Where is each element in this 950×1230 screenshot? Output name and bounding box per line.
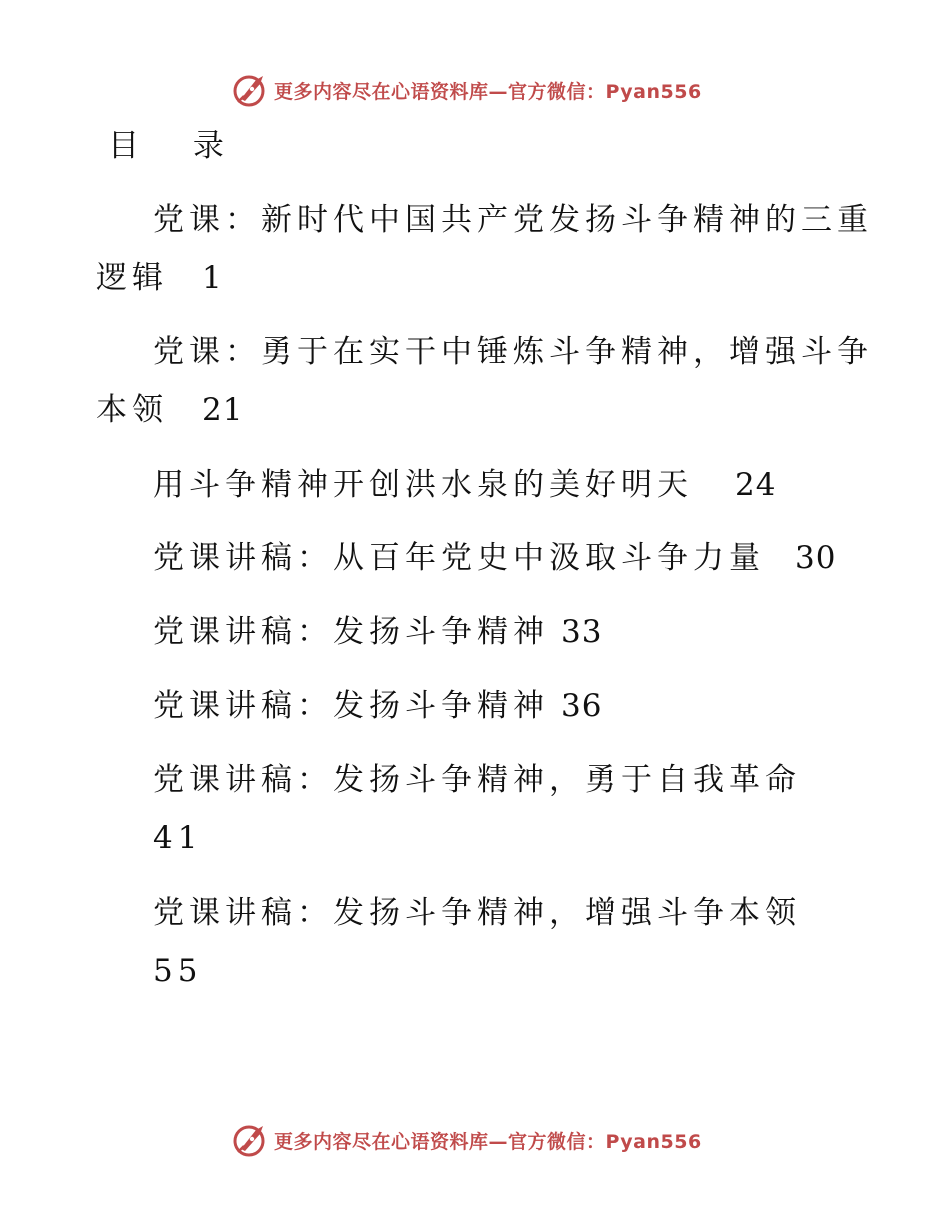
- toc-entry-3[interactable]: [153, 463, 776, 507]
- toc-entry-7-line2[interactable]: [153, 816, 202, 860]
- toc-entry-8-line2[interactable]: [153, 949, 202, 993]
- toc-entry-page-number: 36: [561, 688, 603, 724]
- footer-banner-text: 更多内容尽在心语资料库—官方微信：Pyan556: [274, 1130, 702, 1153]
- toc-entry-7-line1[interactable]: [153, 758, 801, 802]
- toc-heading: 目 录: [108, 128, 246, 164]
- toc-entry-page-number: 55: [153, 953, 203, 989]
- toc-entry-title: 党课讲稿：发扬斗争精神: [153, 688, 549, 724]
- toc-entry-8-line1[interactable]: [153, 891, 801, 935]
- toc-entry-2-line2[interactable]: [96, 388, 243, 432]
- toc-entry-title: 逻辑: [96, 260, 168, 296]
- toc-entry-page-number: 21: [202, 392, 244, 428]
- toc-entry-title: 本领: [96, 392, 168, 428]
- toc-entry-2-line1[interactable]: [153, 330, 873, 374]
- toc-entry-1-line1[interactable]: [153, 198, 873, 242]
- toc-entry-title: 党课：勇于在实干中锤炼斗争精神，增强斗争: [153, 334, 873, 370]
- pen-nib-logo-icon: [232, 1122, 268, 1158]
- toc-entry-page-number: 41: [153, 820, 203, 856]
- pen-nib-logo-icon: [232, 72, 268, 108]
- toc-entry-title: 用斗争精神开创洪水泉的美好明天: [153, 467, 693, 503]
- toc-entry-5[interactable]: [153, 610, 602, 654]
- toc-entry-title: 党课讲稿：从百年党史中汲取斗争力量: [153, 540, 765, 576]
- toc-entry-page-number: 30: [795, 540, 837, 576]
- toc-entry-1-line2[interactable]: [96, 256, 223, 300]
- toc-entry-title: 党课讲稿：发扬斗争精神，勇于自我革命: [153, 762, 801, 798]
- toc-entry-4[interactable]: [153, 536, 836, 580]
- toc-entry-title: 党课讲稿：发扬斗争精神: [153, 614, 549, 650]
- footer-banner: [232, 1120, 702, 1160]
- toc-entry-6[interactable]: [153, 684, 602, 728]
- header-banner-text: 更多内容尽在心语资料库—官方微信：Pyan556: [274, 80, 702, 103]
- toc-entry-page-number: 33: [561, 614, 603, 650]
- toc-entry-page-number: 24: [735, 467, 777, 503]
- toc-entry-page-number: 1: [202, 260, 223, 296]
- toc-entry-title: 党课讲稿：发扬斗争精神，增强斗争本领: [153, 895, 801, 931]
- toc-entry-title: 党课：新时代中国共产党发扬斗争精神的三重: [153, 202, 873, 238]
- header-banner: [232, 70, 702, 110]
